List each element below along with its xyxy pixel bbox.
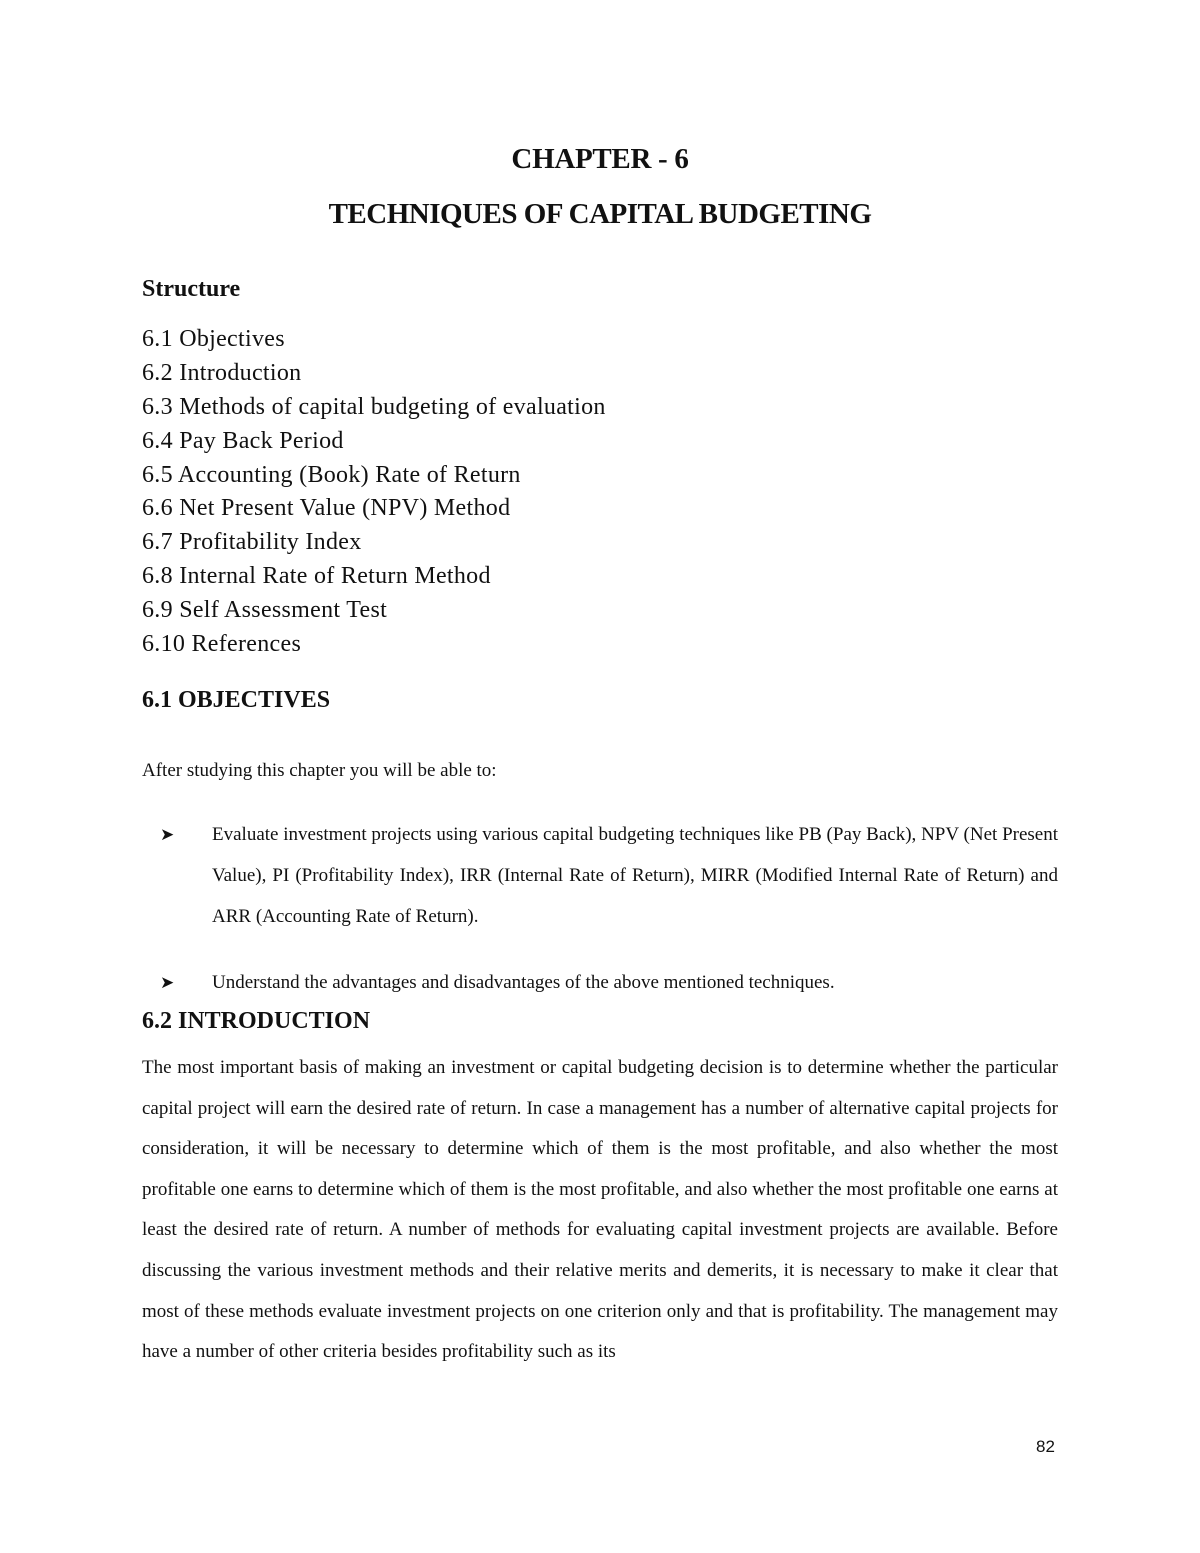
objective-bullet-text: Evaluate investment projects using various capital budgeting techniques like PB (Pay Back), NPV (Net Present Value), PI (Profitability Index), IRR (Internal Rate of Return), MIRR (Modified Internal Rate of Return) and ARR (Accounting Rate of Return). — [212, 824, 1058, 927]
chapter-number-heading: CHAPTER - 6 — [511, 143, 689, 175]
objectives-heading: 6.1 OBJECTIVES — [142, 687, 331, 713]
arrowhead-bullet-icon: ➤ — [160, 973, 175, 992]
introduction-paragraph: The most important basis of making an investment or capital budgeting decision is to determine whether the particular capital project will earn the desired rate of return. In case a management has a number of alternative capital projects for consideration, it will be necessary to determine which of them is the most profitable, and also whether the most profitable one earns to determine which of them is the most profitable, and also whether the most profitable one earns at least the desired rate of return. A number of methods for evaluating capital investment projects are available. Before discussing the various investment methods and their relative merits and demerits, it is necessary to make it clear that most of these methods evaluate investment projects on one criterion only and that is profitability. The management may have a number of other criteria besides profitability such as its — [142, 1057, 1058, 1363]
structure-item: 6.3 Methods of capital budgeting of evaluation — [142, 393, 606, 420]
structure-item: 6.10 References — [142, 631, 302, 658]
structure-item: 6.6 Net Present Value (NPV) Method — [142, 495, 511, 522]
arrowhead-bullet-icon: ➤ — [160, 825, 175, 844]
structure-item: 6.7 Profitability Index — [142, 529, 362, 556]
structure-heading: Structure — [142, 276, 241, 302]
structure-item: 6.1 Objectives — [142, 326, 285, 352]
introduction-heading: 6.2 INTRODUCTION — [142, 1008, 371, 1034]
objective-bullet — [160, 814, 1058, 937]
structure-item: 6.2 Introduction — [142, 359, 302, 386]
structure-item: 6.9 Self Assessment Test — [142, 597, 388, 624]
chapter-title: TECHNIQUES OF CAPITAL BUDGETING — [328, 198, 872, 230]
structure-item: 6.4 Pay Back Period — [142, 427, 344, 454]
objectives-intro: After studying this chapter you will be able to: — [142, 760, 497, 781]
objective-bullet-text: Understand the advantages and disadvantages of the above mentioned techniques. — [212, 972, 835, 993]
objective-bullet — [160, 962, 1058, 1003]
structure-list — [142, 323, 606, 662]
page-number: 82 — [1036, 1437, 1055, 1456]
structure-item: 6.5 Accounting (Book) Rate of Return — [142, 461, 521, 488]
structure-item: 6.8 Internal Rate of Return Method — [142, 563, 491, 590]
